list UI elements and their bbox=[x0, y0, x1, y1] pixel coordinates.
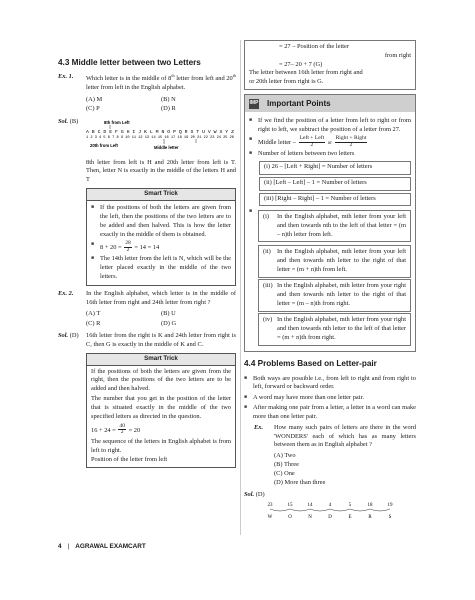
bullet-icon: ■ bbox=[244, 375, 248, 381]
example-text: How many such pairs of letters are there in the word 'WONDERS' each of which has as many letters between them as in English alphabet ? bbox=[274, 423, 416, 449]
pair-letter: D bbox=[328, 515, 332, 521]
important-bullet: ■ If we find the position of a letter from left to right or from right to left, we subtract the position of a letter from 27. bbox=[249, 116, 411, 133]
pair-bullet: ■ Both ways are possible i.e., from left to right and from right to left, forward or backward order. bbox=[244, 374, 416, 391]
pair-arc bbox=[350, 509, 370, 511]
column-divider bbox=[240, 40, 241, 535]
section-title-letter-pair: 4.4 Problems Based on Letter-pair bbox=[244, 359, 377, 369]
pair-letters bbox=[268, 515, 392, 520]
example-label: Ex. 1. bbox=[58, 73, 74, 81]
trick-bullet: ■ The 14th letter from the left is N, which will be the letter placed exactly in the middle of the two letters. bbox=[91, 255, 231, 280]
fig-top-label: 8th from Left bbox=[104, 119, 130, 125]
option: (C) P bbox=[86, 105, 100, 113]
solution-answer: (B) bbox=[69, 117, 79, 125]
solution-1-text: 8th letter from left is H and 20th letter from left is T. Then, letter N is exactly in the middle of the letters H and T bbox=[86, 158, 236, 184]
pair-solution bbox=[244, 491, 416, 500]
pair-letter: N bbox=[308, 515, 312, 521]
pair-letter: S bbox=[388, 515, 392, 521]
page-number: 4 bbox=[58, 543, 62, 550]
smart-trick-title: Smart Trick bbox=[87, 189, 235, 201]
option: (D) More than three bbox=[274, 478, 326, 486]
pair-arc bbox=[290, 509, 310, 511]
solution-label: Sol. bbox=[58, 332, 69, 340]
option: (C) One bbox=[274, 469, 295, 477]
example-1 bbox=[58, 73, 236, 93]
pair-arcs bbox=[270, 509, 390, 511]
bullet-icon: ■ bbox=[91, 241, 95, 247]
page-footer bbox=[58, 543, 146, 552]
solution-answer: (D) bbox=[69, 332, 79, 340]
pair-letter: O bbox=[288, 515, 292, 521]
option: (B) U bbox=[161, 310, 176, 318]
pair-number: 19 bbox=[387, 503, 393, 509]
option: (D) R bbox=[161, 105, 176, 113]
pair-arc bbox=[330, 509, 350, 511]
bullet-icon: ■ bbox=[249, 117, 253, 123]
fig-letters: A B C D E F G H I J K L M N O P Q R S T U V W X Y Z bbox=[86, 129, 235, 135]
continued-box: = 27 – Position of the letter from right = 27– 20 + 7 (G) The letter between 16th letter from right and or 20th letter from right is G. bbox=[244, 40, 416, 90]
option: (A) Two bbox=[274, 452, 296, 460]
pair-number: 4 bbox=[328, 503, 332, 509]
footer-separator: | bbox=[67, 543, 70, 550]
option: (D) G bbox=[161, 320, 177, 328]
important-bullet bbox=[249, 208, 411, 243]
important-points-title: Important Points bbox=[267, 99, 331, 109]
pair-number: 15 bbox=[287, 503, 293, 509]
fig-bottom-mid: Middle letter bbox=[154, 144, 179, 150]
pair-arc bbox=[310, 509, 330, 511]
pair-number: 18 bbox=[367, 503, 373, 509]
rule-list bbox=[259, 161, 411, 206]
option: (B) Three bbox=[274, 461, 299, 469]
example-2 bbox=[58, 290, 236, 308]
rule-item: (ii) [Left – Left] – 1 = Number of letters bbox=[259, 177, 411, 191]
pair-arc bbox=[270, 509, 290, 511]
smart-trick-box-2: Smart Trick If the positions of both the letters are given from the right, then the positions of the two letters are to be added and then halved. The number that you get in the position of the letter that is situated exactly in the middle of the two specified letters as directed in the question. 16 + 24 = $\frac{40}{2}$ = 20 The sequence of the letters in English alphabet is from left to right. Position of the letter from left bbox=[86, 353, 236, 468]
fig-numbers: 1 2 3 4 5 6 7 8 9 10 11 12 13 14 15 16 17 18 19 20 21 22 23 24 25 26 bbox=[86, 135, 234, 140]
important-bullet: ■ Number of letters between two letters bbox=[249, 150, 355, 158]
pair-bullet: ■ After making one pair from a letter, a letter in a word can make more than one letter pair. bbox=[244, 404, 416, 420]
solution-answer: (D) bbox=[255, 490, 265, 498]
important-bullet: ■ Middle letter – $\frac{\text{Left + Left}}{2}$ or $\frac{\text{Right + Right}}{2}$ bbox=[249, 134, 367, 148]
pair-number: 23 bbox=[267, 503, 273, 509]
bullet-icon: ■ bbox=[249, 209, 253, 215]
smart-trick-box-1 bbox=[86, 188, 236, 286]
bullet-icon: ■ bbox=[244, 405, 248, 411]
option: (A) T bbox=[86, 310, 101, 318]
pair-numbers bbox=[268, 503, 394, 508]
option: (C) R bbox=[86, 320, 101, 328]
bullet-icon: ■ bbox=[249, 136, 253, 142]
alphabet-figure bbox=[86, 119, 236, 151]
section-title-middle-letter: 4.3 Middle letter between two Letters bbox=[58, 58, 201, 67]
rule-item: (iii) [Right – Right] – 1 = Number of letters bbox=[259, 193, 411, 207]
solution-1 bbox=[58, 118, 236, 159]
fraction: $\frac{\text{Left + Left}}{2}$ bbox=[299, 134, 325, 148]
pair-letter: E bbox=[348, 515, 352, 521]
rule-item: (i) 26 – [Left + Right] = Number of letters bbox=[259, 161, 411, 175]
letter-pair-figure bbox=[264, 499, 414, 539]
right-column bbox=[244, 40, 416, 543]
solution-2-text: 16th letter from the right is K and 24th letter from right is C, then G is exactly in the middle of K and C. bbox=[86, 332, 236, 349]
rule-item: (iv) In the English alphabet, mth letter from your right and then towards nth letter to the left of that letter = (m + n)th from right. bbox=[258, 313, 411, 345]
pair-bullet: ■ A word may have more than one letter pair. bbox=[244, 393, 364, 401]
left-column bbox=[58, 57, 236, 472]
trick-equation: 16 + 24 = $\frac{40}{2}$ = 20 bbox=[91, 422, 141, 436]
bullet-icon: ■ bbox=[249, 151, 253, 157]
bullet-icon: ■ bbox=[244, 394, 248, 400]
example-label: Ex. bbox=[254, 423, 264, 431]
important-points-header bbox=[245, 95, 415, 112]
fraction: $\frac{\text{Right + Right}}{2}$ bbox=[335, 134, 367, 148]
option: (B) N bbox=[161, 95, 176, 103]
brand-logo: AGRAWAL EXAMCART bbox=[75, 543, 146, 550]
example-text: Which letter is in the middle of 8th letter from left and 20th letter from left in the English alphabet. bbox=[86, 73, 237, 92]
option: (A) M bbox=[86, 95, 103, 103]
pair-letter: W bbox=[267, 515, 273, 521]
rule-item: (iii) In the English alphabet, mth letter from your right and then towards nth letter to the right of that letter = (m – n)th from right. bbox=[258, 279, 411, 311]
pair-number: 5 bbox=[348, 503, 352, 509]
solution-label: Sol. bbox=[58, 117, 69, 125]
fraction: $\frac{28}{2}$ bbox=[125, 239, 131, 253]
example-1-options bbox=[86, 95, 236, 115]
rule-item: (i) In the English alphabet, mth letter from your left and then towards nth to the left of that letter = (m – n)th letter from left. bbox=[258, 210, 411, 242]
important-points-box bbox=[244, 94, 416, 352]
pair-example bbox=[254, 424, 416, 450]
pair-example-options bbox=[274, 452, 416, 487]
rule-item: (ii) In the English alphabet, mth letter from your left and then towards nth letter to the right of that letter = (m + n)th from left. bbox=[258, 245, 411, 277]
bullet-icon: ■ bbox=[91, 256, 95, 262]
fraction: $\frac{40}{2}$ bbox=[119, 422, 125, 436]
important-icon: IMP bbox=[249, 99, 259, 109]
example-text: In the English alphabet, which letter is in the middle of 16th letter from right and 24th letter from right ? bbox=[86, 290, 236, 306]
trick-bullet: ■ If the positions of both the letters are given from the left, then the positions of the two letters are to be added and then halved. This is how the letter exactly in the middle of them is obtained. bbox=[91, 204, 231, 238]
fig-bottom-left: 20th from Left bbox=[90, 142, 118, 148]
solution-label: Sol. bbox=[244, 490, 255, 498]
example-label: Ex. 2. bbox=[58, 290, 74, 298]
pair-letter: R bbox=[368, 515, 372, 521]
pair-number: 14 bbox=[307, 503, 313, 509]
example-2-options bbox=[86, 310, 236, 330]
smart-trick-title: Smart Trick bbox=[87, 354, 235, 366]
solution-2 bbox=[58, 332, 236, 350]
trick-bullet: ■ 8 + 20 = $\frac{28}{2}$ = 14 = 14 bbox=[91, 239, 160, 253]
bullet-icon: ■ bbox=[91, 205, 95, 211]
pair-arc bbox=[370, 509, 390, 511]
